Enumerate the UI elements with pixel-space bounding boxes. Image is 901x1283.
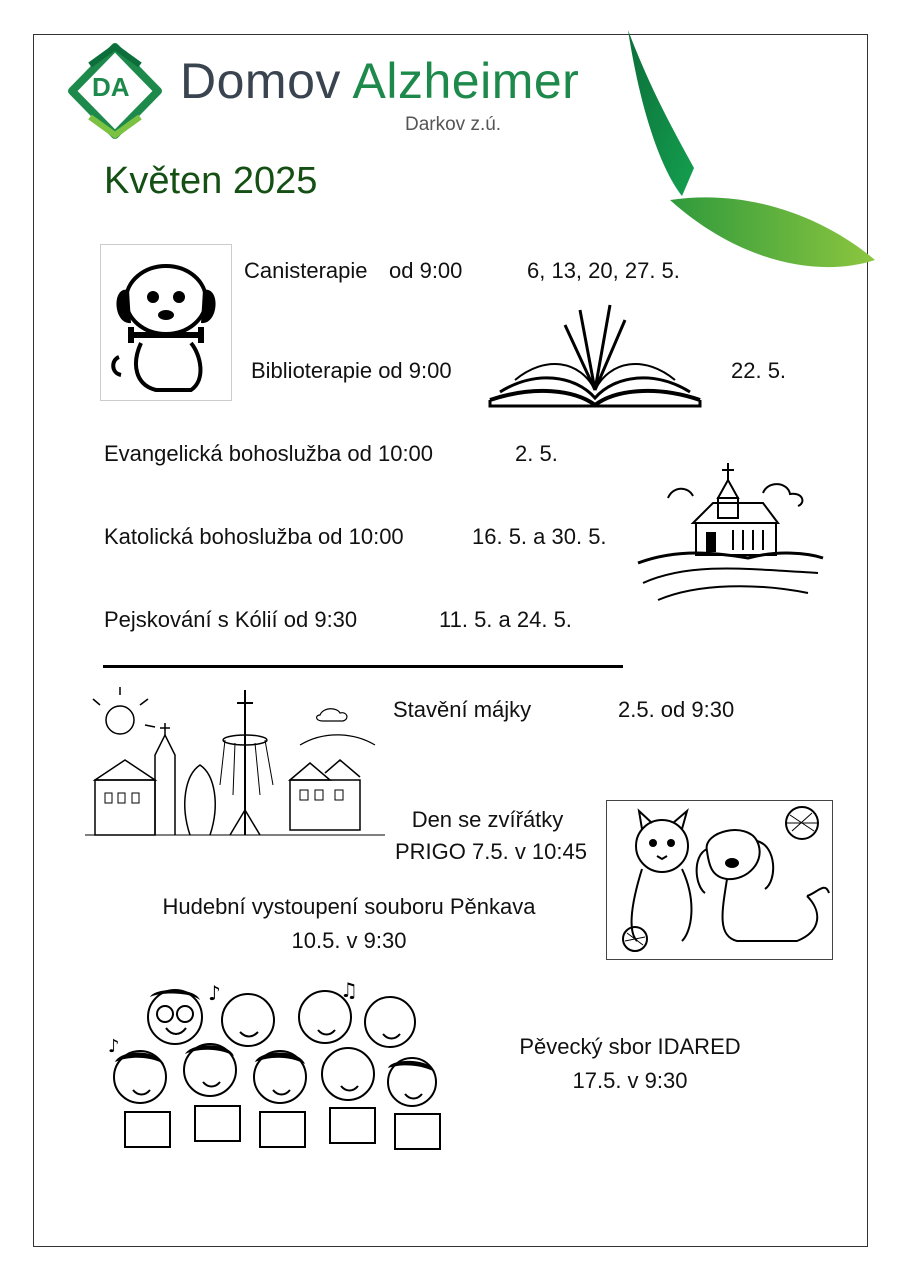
canisterapie-label: Canisterapie — [244, 258, 368, 283]
canisterapie-time: od 9:00 — [389, 258, 463, 283]
brand-name — [180, 52, 579, 110]
evangelicka-dates: 2. 5. — [515, 441, 558, 466]
majka-when: 2.5. od 9:30 — [618, 697, 735, 722]
svg-text:♪: ♪ — [108, 1036, 120, 1057]
katolicka-dates: 16. 5. a 30. 5. — [472, 524, 607, 549]
penkava-line2: 10.5. v 9:30 — [291, 928, 407, 953]
svg-text:♫: ♫ — [340, 978, 358, 1002]
page-title: Květen 2025 — [104, 160, 318, 202]
zviratka-line1: Den se zvířátky — [411, 807, 564, 832]
biblioterapie-dates: 22. 5. — [731, 358, 787, 383]
canisterapie-dates: 6, 13, 20, 27. 5. — [527, 258, 680, 283]
pejskovani-dates: 11. 5. a 24. 5. — [439, 607, 572, 632]
idared-event — [500, 1030, 760, 1098]
penkava-line1: Hudební vystoupení souboru Pěnkava — [162, 894, 536, 919]
penkava-event — [140, 890, 558, 958]
brand-subtitle: Darkov z.ú. — [405, 114, 502, 135]
church-illustration — [638, 458, 823, 603]
idared-line1: Pěvecký sbor IDARED — [519, 1034, 741, 1059]
svg-text:♪: ♪ — [208, 981, 221, 1005]
cat-and-dog-illustration — [606, 800, 833, 960]
brand-name-part2: Alzheimer — [352, 53, 580, 109]
section-divider — [103, 665, 623, 668]
book-illustration — [485, 300, 705, 412]
pejskovani-label: Pejskování s Kólií od 9:30 — [104, 607, 358, 632]
katolicka-label: Katolická bohoslužba od 10:00 — [104, 524, 404, 549]
choir-children-illustration — [100, 978, 445, 1152]
logo-letters: DA — [92, 72, 130, 102]
zviratka-line2: PRIGO 7.5. v 10:45 — [395, 839, 587, 864]
idared-line2: 17.5. v 9:30 — [572, 1068, 688, 1093]
maypole-village-illustration — [85, 685, 385, 840]
dog-illustration — [100, 244, 232, 401]
biblioterapie-label: Biblioterapie od 9:00 — [251, 358, 452, 383]
zviratka-event — [395, 804, 587, 868]
evangelicka-label: Evangelická bohoslužba od 10:00 — [104, 441, 434, 466]
corner-swoosh-decoration — [620, 28, 880, 273]
brand-name-part1: Domov — [180, 53, 341, 109]
majka-label: Stavění májky — [393, 697, 532, 722]
